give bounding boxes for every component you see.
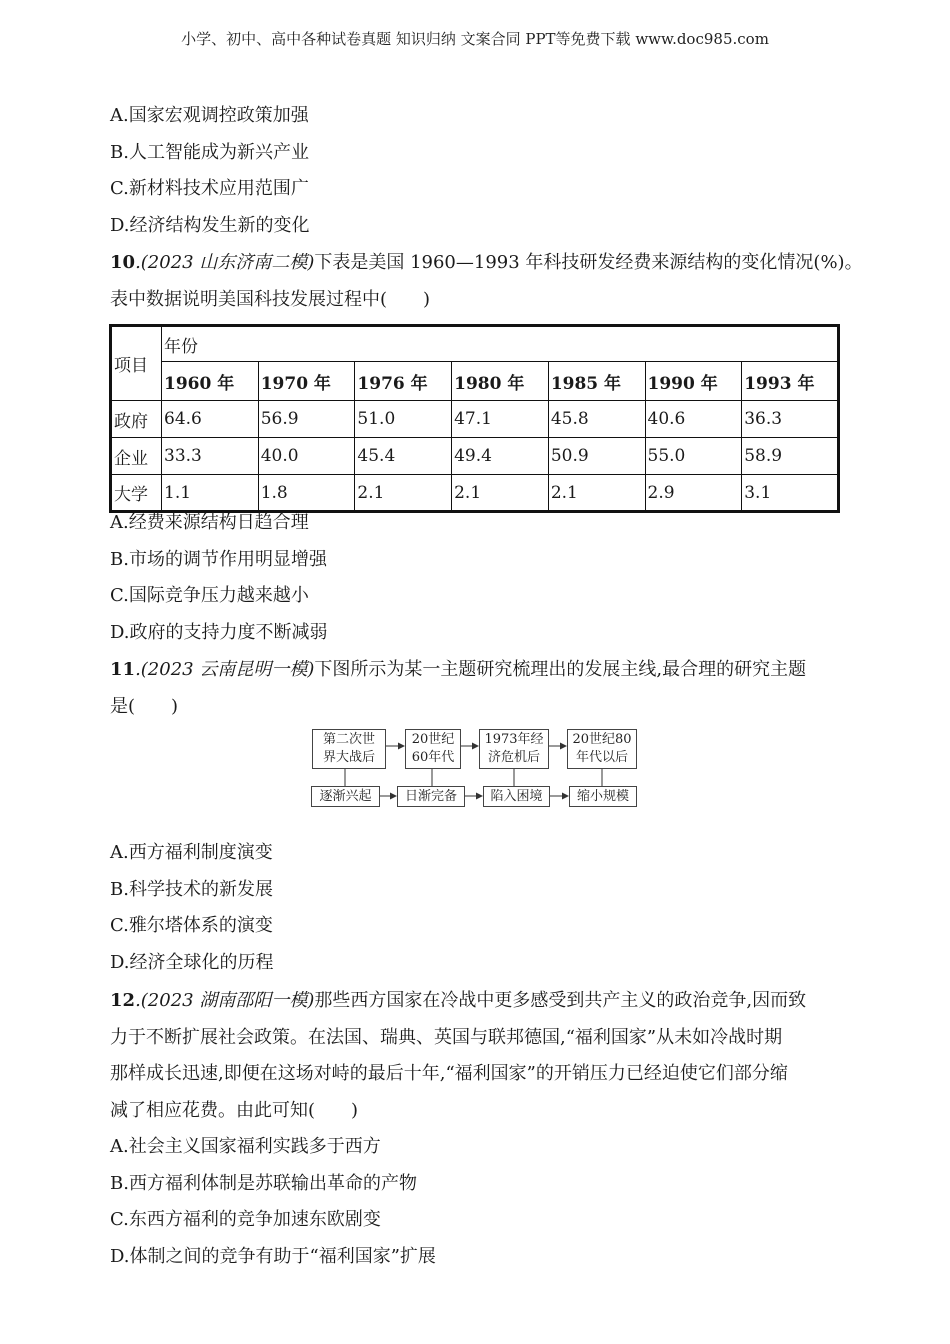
q12-option-c: C.东西方福利的竞争加速东欧剧变	[110, 1209, 381, 1230]
table-cell: 45.4	[355, 438, 452, 475]
q10-options	[110, 505, 850, 651]
q12-source: .(2023 湖南邵阳一模)	[135, 990, 315, 1011]
year-header: 1985 年	[548, 362, 645, 401]
period-box	[567, 729, 637, 769]
period-box	[405, 729, 461, 769]
q9-option-a: A.国家宏观调控政策加强	[110, 105, 309, 126]
q12-option-d: D.体制之间的竞争有助于“福利国家”扩展	[110, 1245, 436, 1267]
table-cell: 33.3	[162, 438, 259, 475]
table-cell: 58.9	[742, 438, 839, 475]
table-row	[111, 438, 839, 475]
q11-option-d: D.经济全球化的历程	[110, 951, 274, 973]
period-text: 1973年经	[484, 732, 544, 747]
q12-option-b: B.西方福利体制是苏联输出革命的产物	[110, 1172, 417, 1194]
table-cell: 40.6	[645, 401, 742, 438]
period-box	[479, 729, 549, 769]
q10-option-c: C.国际竞争压力越来越小	[110, 585, 309, 606]
q9-option-b: B.人工智能成为新兴产业	[110, 141, 309, 163]
row-label: 企业	[111, 438, 162, 475]
q12-stem-line4: 减了相应花费。由此可知( )	[110, 1099, 359, 1121]
stage-box: 陷入困境	[483, 786, 550, 807]
table-cell: 1.8	[258, 475, 355, 512]
q9-options	[110, 98, 850, 244]
q9-option-c: C.新材料技术应用范围广	[110, 178, 309, 199]
q12-stem-line3: 那样成长迅速,即便在这场对峙的最后十年,“福利国家”的开销压力已经迫使它们部分缩	[110, 1063, 788, 1084]
year-header: 1990 年	[645, 362, 742, 401]
table-cell: 2.1	[452, 475, 549, 512]
year-header: 1960 年	[162, 362, 259, 401]
table-cell: 47.1	[452, 401, 549, 438]
table-cell: 2.1	[355, 475, 452, 512]
stage-box: 逐渐兴起	[311, 786, 380, 807]
table-cell: 40.0	[258, 438, 355, 475]
period-text: 20世纪	[411, 732, 455, 747]
q11-stem	[110, 652, 850, 725]
table-cell: 36.3	[742, 401, 839, 438]
row-label: 大学	[111, 475, 162, 512]
table-cell: 56.9	[258, 401, 355, 438]
q10-number: 10	[110, 252, 136, 273]
table-group-header: 年份	[162, 326, 839, 362]
table-cell: 55.0	[645, 438, 742, 475]
table-row	[111, 401, 839, 438]
table-cell: 45.8	[548, 401, 645, 438]
period-text: 60年代	[411, 750, 455, 765]
year-header: 1970 年	[258, 362, 355, 401]
q10-stem-text: 下表是美国 1960—1993 年科技研发经费来源结构的变化情况(%)。	[314, 252, 863, 273]
table-cell: 64.6	[162, 401, 259, 438]
q12-stem	[110, 983, 850, 1275]
q11-source: .(2023 云南昆明一模)	[135, 659, 315, 680]
period-text: 第二次世	[322, 732, 375, 747]
q10-data-table	[109, 324, 840, 513]
period-text: 20世纪80	[572, 732, 632, 747]
period-text: 济危机后	[487, 750, 540, 765]
period-text: 年代以后	[575, 750, 628, 765]
q9-option-d: D.经济结构发生新的变化	[110, 214, 310, 236]
stage-box: 缩小规模	[569, 786, 637, 807]
table-cell: 2.1	[548, 475, 645, 512]
q12-option-a: A.社会主义国家福利实践多于西方	[110, 1136, 381, 1157]
period-box	[312, 729, 386, 769]
q11-option-a: A.西方福利制度演变	[110, 842, 273, 863]
year-header: 1976 年	[355, 362, 452, 401]
q11-option-c: C.雅尔塔体系的演变	[110, 915, 273, 936]
q10-stem-line2: 表中数据说明美国科技发展过程中( )	[110, 288, 431, 310]
q11-stem-line2: 是( )	[110, 695, 179, 717]
table-cell: 1.1	[162, 475, 259, 512]
page-header: 小学、初中、高中各种试卷真题 知识归纳 文案合同 PPT等免费下载 www.doc985.com	[181, 30, 769, 48]
year-header: 1980 年	[452, 362, 549, 401]
q12-stem-line2: 力于不断扩展社会政策。在法国、瑞典、英国与联邦德国,“福利国家”从未如冷战时期	[110, 1026, 783, 1048]
table-cell: 51.0	[355, 401, 452, 438]
q10-stem	[110, 245, 870, 318]
table-cell: 3.1	[742, 475, 839, 512]
table-cell: 49.4	[452, 438, 549, 475]
q11-flow-diagram	[310, 728, 640, 812]
table-cell: 50.9	[548, 438, 645, 475]
q11-stem-text: 下图所示为某一主题研究梳理出的发展主线,最合理的研究主题	[314, 659, 807, 680]
row-label: 政府	[111, 401, 162, 438]
q11-option-b: B.科学技术的新发展	[110, 878, 273, 900]
q11-number: 11	[110, 659, 136, 680]
table-cell: 2.9	[645, 475, 742, 512]
stage-box: 日渐完备	[397, 786, 465, 807]
q12-stem-text: 那些西方国家在冷战中更多感受到共产主义的政治竞争,因而致	[314, 990, 807, 1011]
q12-number: 12	[110, 990, 136, 1011]
table-corner: 项目	[111, 326, 162, 401]
period-text: 界大战后	[322, 750, 375, 765]
q10-option-d: D.政府的支持力度不断减弱	[110, 621, 328, 643]
q10-option-b: B.市场的调节作用明显增强	[110, 548, 327, 570]
year-header: 1993 年	[742, 362, 839, 401]
q10-option-a: A.经费来源结构日趋合理	[110, 512, 309, 533]
q11-options	[110, 835, 850, 981]
q10-source: .(2023 山东济南二模)	[135, 252, 315, 273]
